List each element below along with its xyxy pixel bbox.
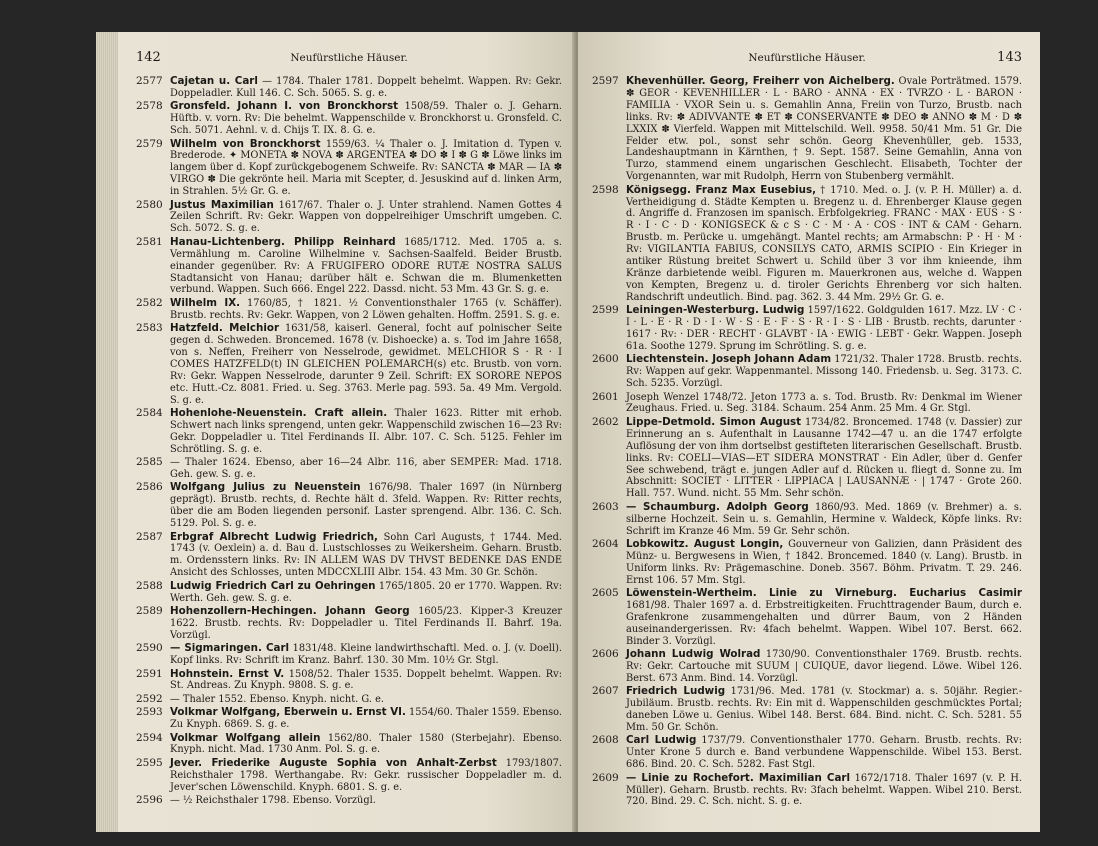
catalog-entry	[136, 139, 562, 199]
entry-text	[170, 408, 562, 456]
entry-heading: Cajetan u. Carl	[170, 75, 258, 87]
entry-text	[170, 237, 562, 297]
entry-heading: Löwenstein-Wertheim. Linie zu Virneburg. Eucharius Casimir	[626, 587, 1022, 600]
entry-text	[170, 139, 562, 199]
entry-number: 2605	[592, 587, 619, 600]
entry-number: 2600	[592, 353, 619, 366]
entry-body: 1631/58, kaiserl. General, focht auf polnischer Seite gegen d. Schweden. Broncemed. 1678 (v. Dishoecke) a. s. Tod im Jahre 1658, von s. Neffen, Freiherr von Nesselrode, gewidmet. MELCHIOR S · R · I COMES HATZFELD(t) IN GLEICHEN POLEMARCH(s) etc. Brustb. von vorn. Rv: Gekr. Wappen Nesselrode, darunter 9 Zeil. Schrift: EX SORORE NEPOS etc. Hutt.-Cz. 8081. Fried. u. Seg. 3763. Merle pag. 593. 5a. 49 Mm. Vergold. S. g. e.	[170, 323, 563, 406]
entry-number: 2582	[136, 296, 163, 309]
entry-text	[170, 532, 562, 580]
catalog-entry	[136, 758, 562, 794]
entry-heading: Wilhelm IX.	[170, 296, 241, 309]
entry-text	[626, 773, 1022, 809]
catalog-entry	[592, 417, 1022, 500]
entry-heading: Erbgraf Albrecht Ludwig Friedrich,	[170, 530, 378, 543]
entry-body: 1562/80. Thaler 1580 (Sterbejahr). Ebenso. Knyph. nicht. Mad. 1730 Anm. Pol. S. g. e.	[170, 732, 562, 756]
entry-body: Gouverneur von Galizien, dann Präsident des Münz- u. Bergwesens in Wien, † 1842. Broncemed. 1840 (v. Lang). Brustb. in Uniform links. Rv: Prägemaschine. Doneb. 3567. Böhm. Privatm. T. 29. 246. Ernst 106. 57 Mm. Stgl.	[626, 538, 1022, 586]
page-edges	[96, 32, 118, 832]
entry-body: Thaler 1623. Ritter mit erhob. Schwert nach links sprengend, unten gekr. Wappenschild zwischen 16—23 Rv: Gekr. Doppeladler u. Titel Ferdinands II. Albr. 107. C. Sch. 5125. Fehler im Schrötling. S. g. e.	[170, 407, 563, 455]
entry-heading: — Schaumburg. Adolph Georg	[626, 500, 809, 513]
catalog-entry	[136, 733, 562, 757]
entry-heading: Jever. Friederike Auguste Sophia von Anhalt-Zerbst	[170, 756, 497, 769]
entry-body: 1676/98. Thaler 1697 (in Nürnberg geprägt). Brustb. rechts, d. Rechte hält d. 3feld. Wappen. Rv: Ritter rechts, über die am Boden liegenden personif. Laster sprengend. Albr. 136. C. Sch. 5129. Pol. S. g. e.	[170, 482, 562, 530]
left-running-title: Neufürstliche Häuser.	[290, 52, 408, 64]
entry-text	[170, 482, 562, 530]
entry-heading: — Sigmaringen. Carl	[170, 642, 290, 655]
catalog-entry	[136, 694, 562, 706]
entry-body: 1559/63. ¼ Thaler o. J. Imitation d. Typen v. Brederode. ✦ MONETA ✽ NOVA ✽ ARGENTEA ✽ DO ✽ I ✽ G ✽ Löwe links im langem über d. Kopf zurückgebogenem Schweife. Rv: SANCTA ✽ MAR — IA ✽ VIRGO ✽ Die gekrönte heil. Maria mit Scepter, d. Jesuskind auf d. linken Arm, in Strahlen. 5½ Gr. G. e.	[170, 138, 562, 198]
entry-body: 1672/1718. Thaler 1697 (v. P. H. Müller). Geharn. Brustb. rechts. Rv: 3fach behelmt. Wappen. Wibel 210. Berst. 720. Bind. 29. C. Sch. nicht. S. g. e.	[626, 772, 1022, 808]
entry-heading: Lobkowitz. August Longin,	[626, 537, 784, 550]
entry-text	[170, 76, 562, 100]
entry-body: Joseph Wenzel 1748/72. Jeton 1773 a. s. Tod. Brustb. Rv: Denkmal im Wiener Zeughaus. Fried. u. Seg. 3184. Schaum. 254 Anm. 25 Mm. 4 Gr. Stgl.	[626, 391, 1022, 415]
entry-heading: Friedrich Ludwig	[626, 685, 726, 698]
entry-number: 2577	[136, 75, 163, 87]
entry-heading: Khevenhüller. Georg, Freiherr von Aichelberg.	[626, 75, 895, 87]
entry-number: 2585	[136, 456, 163, 469]
entry-text	[170, 323, 562, 406]
entry-body: 1605/23. Kipper-3 Kreuzer 1622. Brustb. rechts. Rv: Doppeladler u. Titel Ferdinands II. Bahrf. 19a. Vorzügl.	[170, 605, 563, 641]
entry-text	[626, 588, 1022, 648]
entry-body: 1831/48. Kleine landwirthschaftl. Med. o. J. (v. Doell). Kopf links. Rv: Schrift im Kranz. Bahrf. 130. 30 Mm. 10½ Gr. Stgl.	[170, 643, 563, 667]
entry-body: 1597/1622. Goldgulden 1617. Mzz. LV · C · I · L · E · R · D · I · W · S · E · F · S · R · I · S · LIB · Brustb. rechts, darunter · 1617 · Rv: · DER · RECHT · GLAVBT · IA · EWIG · LEBT · Gekr. Wappen. Joseph 61a. Soothe 1279. Sprung im Schrötling. S. g. e.	[626, 305, 1023, 352]
entry-text	[170, 581, 562, 605]
entry-heading: — Linie zu Rochefort. Maximilian Carl	[626, 771, 851, 784]
entry-text	[170, 758, 562, 794]
catalog-entry	[592, 649, 1022, 685]
entry-heading: Carl Ludwig	[626, 734, 697, 747]
catalog-entry	[136, 643, 562, 667]
entry-text	[170, 298, 562, 322]
entry-number: 2581	[136, 235, 163, 248]
entry-body: 1554/60. Thaler 1559. Ebenso. Zu Knyph. 6869. S. g. e.	[170, 707, 563, 731]
catalog-entry	[136, 606, 562, 642]
entry-body: 1508/52. Thaler 1535. Doppelt behelmt. Wappen. Rv: St. Andreas. Zu Knyph. 9808. S. g. e.	[170, 668, 563, 692]
entry-body: 1793/1807. Reichsthaler 1798. Werthangabe. Rv: Gekr. russischer Doppeladler m. d. Jever'schen Löwenschild. Knyph. 6801. S. g. e.	[170, 757, 562, 793]
entry-number: 2599	[592, 304, 619, 317]
entry-text	[626, 502, 1022, 538]
entry-text	[626, 354, 1022, 390]
entry-text	[170, 643, 562, 667]
entry-number: 2596	[136, 794, 163, 807]
entry-number: 2588	[136, 579, 163, 592]
catalog-entry	[592, 735, 1022, 771]
entry-number: 2606	[592, 648, 619, 661]
entry-number: 2594	[136, 731, 163, 744]
entry-number: 2584	[136, 406, 163, 419]
entry-heading: Leiningen-Westerburg. Ludwig	[626, 304, 805, 317]
entry-number: 2590	[136, 642, 163, 655]
catalog-entry	[592, 305, 1022, 353]
entry-heading: Wilhelm von Bronckhorst	[170, 137, 321, 150]
catalog-entry	[136, 323, 562, 406]
entry-text	[170, 795, 562, 807]
left-page	[118, 32, 576, 832]
catalog-entry	[136, 669, 562, 693]
catalog-entry	[592, 686, 1022, 734]
entry-heading: Volkmar Wolfgang allein	[170, 731, 321, 744]
catalog-entry	[136, 200, 562, 236]
entry-number: 2587	[136, 530, 163, 543]
catalog-entry	[136, 457, 562, 481]
catalog-entry	[136, 408, 562, 456]
catalog-entry	[136, 532, 562, 580]
entry-number: 2593	[136, 706, 163, 719]
entry-text	[170, 200, 562, 236]
right-page	[578, 32, 1040, 832]
catalog-entry	[592, 185, 1022, 304]
entry-text	[170, 707, 562, 731]
entry-text	[170, 669, 562, 693]
left-running-head	[136, 50, 562, 70]
entry-text	[626, 735, 1022, 771]
entry-text	[626, 417, 1022, 500]
entry-heading: Hohenlohe-Neuenstein. Craft allein.	[170, 406, 388, 419]
entry-body: 1734/82. Broncemed. 1748 (v. Dassier) zur Erinnerung an s. Aufenthalt in Lausanne 1742—47 u. an die 1747 erfolgte Auflösung der von ihm dortselbst gestifteten literarischen Gesellschaft. Brustb. links. Rv: COELI—VIAS—ET SIDERA MONSTRAT · Ein Adler, über d. Genfer See schwebend, trägt e. jungen Adler auf d. Rücken u. fliegt d. Sonne zu. Im Abschnitt: SOCIET · LITTER · LIPPIACA | LAUSANNÆ · | 1747 · Grote 260. Hall. 757. Wund. nicht. 55 Mm. Sehr schön.	[626, 416, 1022, 500]
entry-number: 2604	[592, 537, 619, 550]
entry-text	[170, 457, 562, 481]
catalog-entry	[592, 392, 1022, 416]
entry-body: 1737/79. Conventionsthaler 1770. Geharn. Brustb. rechts. Rv: Unter Krone 5 durch e. Band verbundene Wappenschilde. Wibel 153. Berst. 686. Bind. 20. C. Sch. 5282. Fast Stgl.	[626, 735, 1022, 771]
entry-number: 2589	[136, 604, 163, 617]
catalog-entry	[136, 581, 562, 605]
entry-heading: Hohnstein. Ernst V.	[170, 667, 285, 680]
entry-heading: Ludwig Friedrich Carl zu Oehringen	[170, 579, 376, 592]
entry-number: 2591	[136, 667, 163, 680]
entry-heading: Hanau-Lichtenberg. Philipp Reinhard	[170, 235, 396, 248]
entry-heading: Justus Maximilian	[170, 198, 274, 211]
entry-body: Ovale Porträtmed. 1579. ✽ GEOR · KEVENHILLER · L · BARO · ANNA · EX · TVRZO · L · BARON · FAMILIA · VXOR Sein u. s. Gemahlin Anna, Freiin von Turzo, Brustb. nach links. Rv: ✽ ADIVVANTE ✽ ET ✽ CONSERVANTE ✽ DEO ✽ ANNO ✽ M · D ✽ LXXIX ✽ Vierfeld. Wappen mit Mittelschild. Well. 9958. 50/41 Mm. 51 Gr. Die Felder etw. pol., sonst sehr schön. Georg Khevenhüller, geb. 1533, Landeshauptmann in Kärnthen, † 9. Sept. 1587. Seine Gemahlin, Anna von Turzo, stammend einem ungarischen Geschlecht. Elisabeth, Tochter der Vorgenannten, war mit Rudolph, Herrn von Stubenberg vermählt.	[626, 76, 1022, 183]
catalog-entry	[592, 76, 1022, 183]
entry-text	[170, 606, 562, 642]
entry-body: † 1710. Med. o. J. (v. P. H. Müller) a. d. Vertheidigung d. Städte Kempten u. Bregenz u. d. Ehrenberger Klause gegen d. Angriffe d. Franzosen im spanisch. Erbfolgekrieg. FRANC · MAX · EUS · S · R · I · C · D · KONIGSECK & c S · C · M · A · COS · INT & CAM · Geharn. Brustb. m. Perücke u. umgehängt. Mantel rechts; am Armabschn: P · H · M · Rv: VIGILANTIA FABIUS, CONSILYS CATO, ARMIS SCIPIO · Ein Krieger in antiker Rüstung breitet Schwert u. Schild über 3 vor ihm knieende, ihm Kränze darbietende weibl. Figuren m. Mauerkronen aus, welche d. Wappen von Kempten, Bregenz u. d. tiroler Gerichts Ehrenberg vor sich halten. Randschrift undeutlich. Bind. pag. 362. 3. 44 Mm. 29½ Gr. G. e.	[626, 184, 1022, 303]
entry-body: 1760/85, † 1821. ½ Conventionsthaler 1765 (v. Schäffer). Brustb. rechts. Rv: Gekr. Wappen, von 2 Löwen gehalten. Hoffm. 2591. S. g. e.	[170, 297, 562, 321]
entry-body: 1765/1805. 20 er 1770. Wappen. Rv: Werth. Geh. gew. S. g. e.	[170, 580, 562, 604]
entry-heading: Johann Ludwig Wolrad	[626, 648, 761, 661]
entry-body: 1508/59. Thaler o. J. Geharn. Hüftb. v. vorn. Rv: Die behelmt. Wappenschilde v. Bronckhorst u. Gronsfeld. C. Sch. 5071. Aehnl. v. d. Chijs T. IX. 8. G. e.	[170, 101, 562, 137]
entry-number: 2580	[136, 198, 163, 211]
entry-text	[626, 185, 1022, 304]
catalog-entry	[136, 76, 562, 100]
entry-number: 2601	[592, 390, 619, 403]
entry-number: 2578	[136, 100, 163, 113]
catalog-entry	[136, 101, 562, 137]
entry-number: 2583	[136, 322, 163, 335]
entry-heading: Hohenzollern-Hechingen. Johann Georg	[170, 604, 410, 617]
entry-number: 2586	[136, 481, 163, 494]
entry-number: 2598	[592, 183, 619, 196]
entry-body: 1730/90. Conventionsthaler 1769. Brustb. rechts. Rv: Gekr. Cartouche mit SUUM | CUIQUE, davor liegend. Löwe. Wibel 126. Berst. 673 Anm. Bind. 14. Vorzügl.	[626, 649, 1022, 684]
catalog-entry	[592, 588, 1022, 648]
entry-body: 1617/67. Thaler o. J. Unter strahlend. Namen Gottes 4 Zeilen Schrift. Rv: Gekr. Wappen von doppelreihiger Umschrift umgeben. C. Sch. 5072. S. g. e.	[170, 199, 562, 235]
catalog-entry	[592, 539, 1022, 587]
entry-body: 1681/98. Thaler 1697 a. d. Erbstreitigkeiten. Fruchttragender Baum, durch e. Grafenkrone zusammengehalten und dürrer Baum, von 2 Händen auseinandergerissen. Rv: 4fach behelmt. Wappen. Wibel 107. Berst. 662. Binder 3. Vorzügl.	[626, 599, 1022, 647]
entry-body: 1860/93. Med. 1869 (v. Brehmer) a. s. silberne Hochzeit. Sein u. s. Gemahlin, Hermine v. Waldeck, Köpfe links. Rv: Schrift im Kranze 46 Mm. 59 Gr. Sehr schön.	[626, 501, 1022, 537]
entry-number: 2592	[136, 692, 163, 705]
catalog-entry	[136, 707, 562, 731]
entry-number: 2609	[592, 771, 619, 784]
entry-text	[626, 649, 1022, 685]
right-running-head	[592, 50, 1022, 70]
entry-text	[626, 539, 1022, 587]
entry-heading: Gronsfeld. Johann I. von Bronckhorst	[170, 100, 399, 113]
entry-body: — ½ Reichsthaler 1798. Ebenso. Vorzügl.	[170, 795, 376, 807]
entry-body: Sohn Carl Augusts, † 1744. Med. 1743 (v. Oexlein) a. d. Bau d. Lustschlosses zu Weikersheim. Geharn. Brustb. m. Ordensstern links. Rv: IN ALLEM WAS DV THVST BEDENKE DAS ENDE Ansicht des Schlosses, unten MDCCXLIII Albr. 154. 43 Mm. 30 Gr. Schön.	[170, 531, 562, 579]
catalog-entry	[592, 502, 1022, 538]
entry-heading: Liechtenstein. Joseph Johann Adam	[626, 353, 832, 366]
entry-heading: Königsegg. Franz Max Eusebius,	[626, 183, 817, 196]
entry-body: 1731/96. Med. 1781 (v. Stockmar) a. s. 50jähr. Regier.-Jubiläum. Brustb. rechts. Rv: Ein mit d. Wappenschilden geschmücktes Portal; daneben Löwe u. Genius. Wibel 148. Berst. 684. Bind. nicht. C. Sch. 5281. 55 Mm. 50 Gr. Schön.	[626, 686, 1023, 734]
entry-number: 2602	[592, 415, 619, 428]
entry-text	[170, 101, 562, 137]
entry-text	[170, 694, 562, 706]
right-page-number: 143	[997, 50, 1022, 65]
entry-heading: Volkmar Wolfgang, Eberwein u. Ernst VI.	[170, 706, 406, 719]
right-running-title: Neufürstliche Häuser.	[748, 52, 866, 64]
entry-body: — Thaler 1624. Ebenso, aber 16—24 Albr. 116, aber SEMPER: Mad. 1718. Geh. gew. S. g. e.	[170, 457, 562, 480]
left-page-number: 142	[136, 50, 161, 65]
entry-text	[626, 76, 1022, 183]
catalog-entry	[136, 298, 562, 322]
entry-heading: Wolfgang Julius zu Neuenstein	[170, 481, 361, 494]
entry-number: 2579	[136, 137, 163, 150]
left-entry-list	[136, 76, 562, 807]
entry-body: 1721/32. Thaler 1728. Brustb. rechts. Rv: Wappen auf gekr. Wappenmantel. Missong 140. Friedensb. u. Seg. 3173. C. Sch. 5235. Vorzügl.	[626, 354, 1022, 390]
entry-body: — 1784. Thaler 1781. Doppelt behelmt. Wappen. Rv: Gekr. Doppeladler. Kull 146. C. Sch. 5065. S. g. e.	[170, 76, 562, 99]
entry-number: 2597	[592, 75, 619, 87]
entry-text	[626, 392, 1022, 416]
entry-body: 1685/1712. Med. 1705 a. s. Vermählung m. Caroline Wilhelmine v. Sachsen-Saalfeld. Beider Brustb. einander gegenüber. Rv: A FRUGIFERO ODORE RUTÆ NOSTRA SALUS Stadtansicht von Hanau; darüber hält e. Schwan die m. Blumenketten verbund. Wappen. Such 666. Engel 222. Dassd. nicht. 53 Mm. 43 Gr. S. g. e.	[170, 236, 562, 296]
entry-heading: Hatzfeld. Melchior	[170, 322, 280, 335]
entry-number: 2595	[136, 756, 163, 769]
catalog-entry	[136, 482, 562, 530]
entry-text	[626, 686, 1022, 734]
catalog-entry	[592, 773, 1022, 809]
entry-text	[170, 733, 562, 757]
right-entry-list	[592, 76, 1022, 808]
catalog-entry	[136, 795, 562, 807]
catalog-entry	[592, 354, 1022, 390]
entry-heading: Lippe-Detmold. Simon August	[626, 415, 802, 428]
entry-number: 2608	[592, 734, 619, 747]
entry-number: 2607	[592, 685, 619, 698]
catalog-entry	[136, 237, 562, 297]
entry-number: 2603	[592, 500, 619, 513]
entry-body: — Thaler 1552. Ebenso. Knyph. nicht. G. e.	[170, 693, 384, 705]
entry-text	[626, 305, 1022, 353]
